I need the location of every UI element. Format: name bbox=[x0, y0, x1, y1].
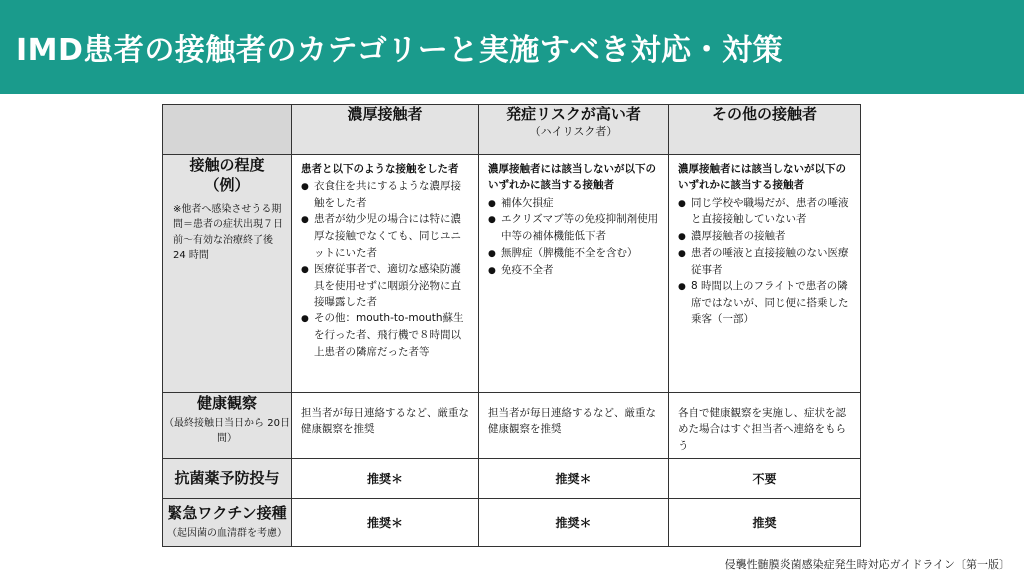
row-header-antibiotic-prophylaxis: 抗菌薬予防投与 bbox=[163, 458, 292, 498]
cell-antibiotic-close: 推奨＊ bbox=[292, 458, 479, 498]
cell-contact-other: 濃厚接触者には該当しないが以下のいずれかに該当する接触者 ● 同じ学校や職場だが、患者の唾液と直接接触していない者 ● 濃厚接触者の接触者 ● 患者の唾液と直接接触のない医療従事者 ● 8 時間以上のフライトで患者の隣席ではないが、同じ便に搭乗した乗客（一部） bbox=[669, 155, 861, 393]
contact-period-note: ※他者へ感染させうる期間＝患者の症状出現７日前～有効な治療終了後 24 時間 bbox=[173, 203, 283, 261]
cell-health-high-risk: 担当者が毎日連絡するなど、厳重な健康観察を推奨 bbox=[479, 393, 669, 459]
cell-contact-high-risk: 濃厚接触者には該当しないが以下のいずれかに該当する接触者 ● 補体欠損症 ● エクリズマブ等の免疫抑制剤使用中等の補体機能低下者 ● 無脾症（脾機能不全を含む） ● 免疫不全者 bbox=[479, 155, 669, 393]
list-item: ● 患者が幼少児の場合には特に濃厚な接触でなくても、同じユニットにいた者 bbox=[301, 211, 470, 260]
list-item: ● 濃厚接触者の接触者 bbox=[678, 228, 852, 245]
list-item: ● 無脾症（脾機能不全を含む） bbox=[488, 245, 660, 262]
cell-vaccine-high-risk: 推奨＊ bbox=[479, 498, 669, 546]
row-header-contact-degree: 接触の程度 （例） ※他者へ感染させうる期間＝患者の症状出現７日前～有効な治療終了後 24 時間 bbox=[163, 155, 292, 393]
list-item: ● エクリズマブ等の免疫抑制剤使用中等の補体機能低下者 bbox=[488, 211, 660, 244]
cell-antibiotic-high-risk: 推奨＊ bbox=[479, 458, 669, 498]
title-bar bbox=[0, 0, 1024, 94]
list-item: ● 同じ学校や職場だが、患者の唾液と直接接触していない者 bbox=[678, 195, 852, 228]
row-header-emergency-vaccination: 緊急ワクチン接種 （起因菌の血清群を考慮） bbox=[163, 498, 292, 546]
cell-contact-close: 患者と以下のような接触をした者 ● 衣食住を共にするような濃厚接触をした者 ● 患者が幼少児の場合には特に濃厚な接触でなくても、同じユニットにいた者 ● 医療従事者で、適切な感染防護具を使用せずに咽頭分泌物に直接曝露した者 ● その他：mouth-to-mouth蘇生を行った者、飛行機で８時間以上患者の隣席だった者等 bbox=[292, 155, 479, 393]
cell-vaccine-close: 推奨＊ bbox=[292, 498, 479, 546]
page-title: IMD患者の接触者のカテゴリーと実施すべき対応・対策 bbox=[16, 33, 784, 68]
list-item: ● 医療従事者で、適切な感染防護具を使用せずに咽頭分泌物に直接曝露した者 bbox=[301, 261, 470, 310]
list-item: ● 補体欠損症 bbox=[488, 195, 660, 212]
list-item: ● 免疫不全者 bbox=[488, 262, 660, 279]
list-item: ● 患者の唾液と直接接触のない医療従事者 bbox=[678, 245, 852, 278]
column-header-high-risk: 発症リスクが高い者 （ハイリスク者） bbox=[479, 105, 669, 155]
column-header-other-contact: その他の接触者 bbox=[669, 105, 861, 155]
list-item: ● 8 時間以上のフライトで患者の隣席ではないが、同じ便に搭乗した乗客（一部） bbox=[678, 278, 852, 327]
table-corner bbox=[163, 105, 292, 155]
source-footnote: 侵襲性髄膜炎菌感染症発生時対応ガイドライン〔第一版〕 bbox=[724, 558, 1010, 571]
cell-health-other: 各自で健康観察を実施し、症状を認めた場合はすぐ担当者へ連絡をもらう bbox=[669, 393, 861, 459]
response-table bbox=[162, 104, 861, 547]
list-item: ● その他：mouth-to-mouth蘇生を行った者、飛行機で８時間以上患者の隣席だった者等 bbox=[301, 310, 470, 359]
column-header-close-contact: 濃厚接触者 bbox=[292, 105, 479, 155]
row-header-health-observation: 健康観察 （最終接触日当日から 20日間） bbox=[163, 393, 292, 459]
cell-antibiotic-other: 不要 bbox=[669, 458, 861, 498]
cell-health-close: 担当者が毎日連絡するなど、厳重な健康観察を推奨 bbox=[292, 393, 479, 459]
list-item: ● 衣食住を共にするような濃厚接触をした者 bbox=[301, 178, 470, 211]
cell-vaccine-other: 推奨 bbox=[669, 498, 861, 546]
